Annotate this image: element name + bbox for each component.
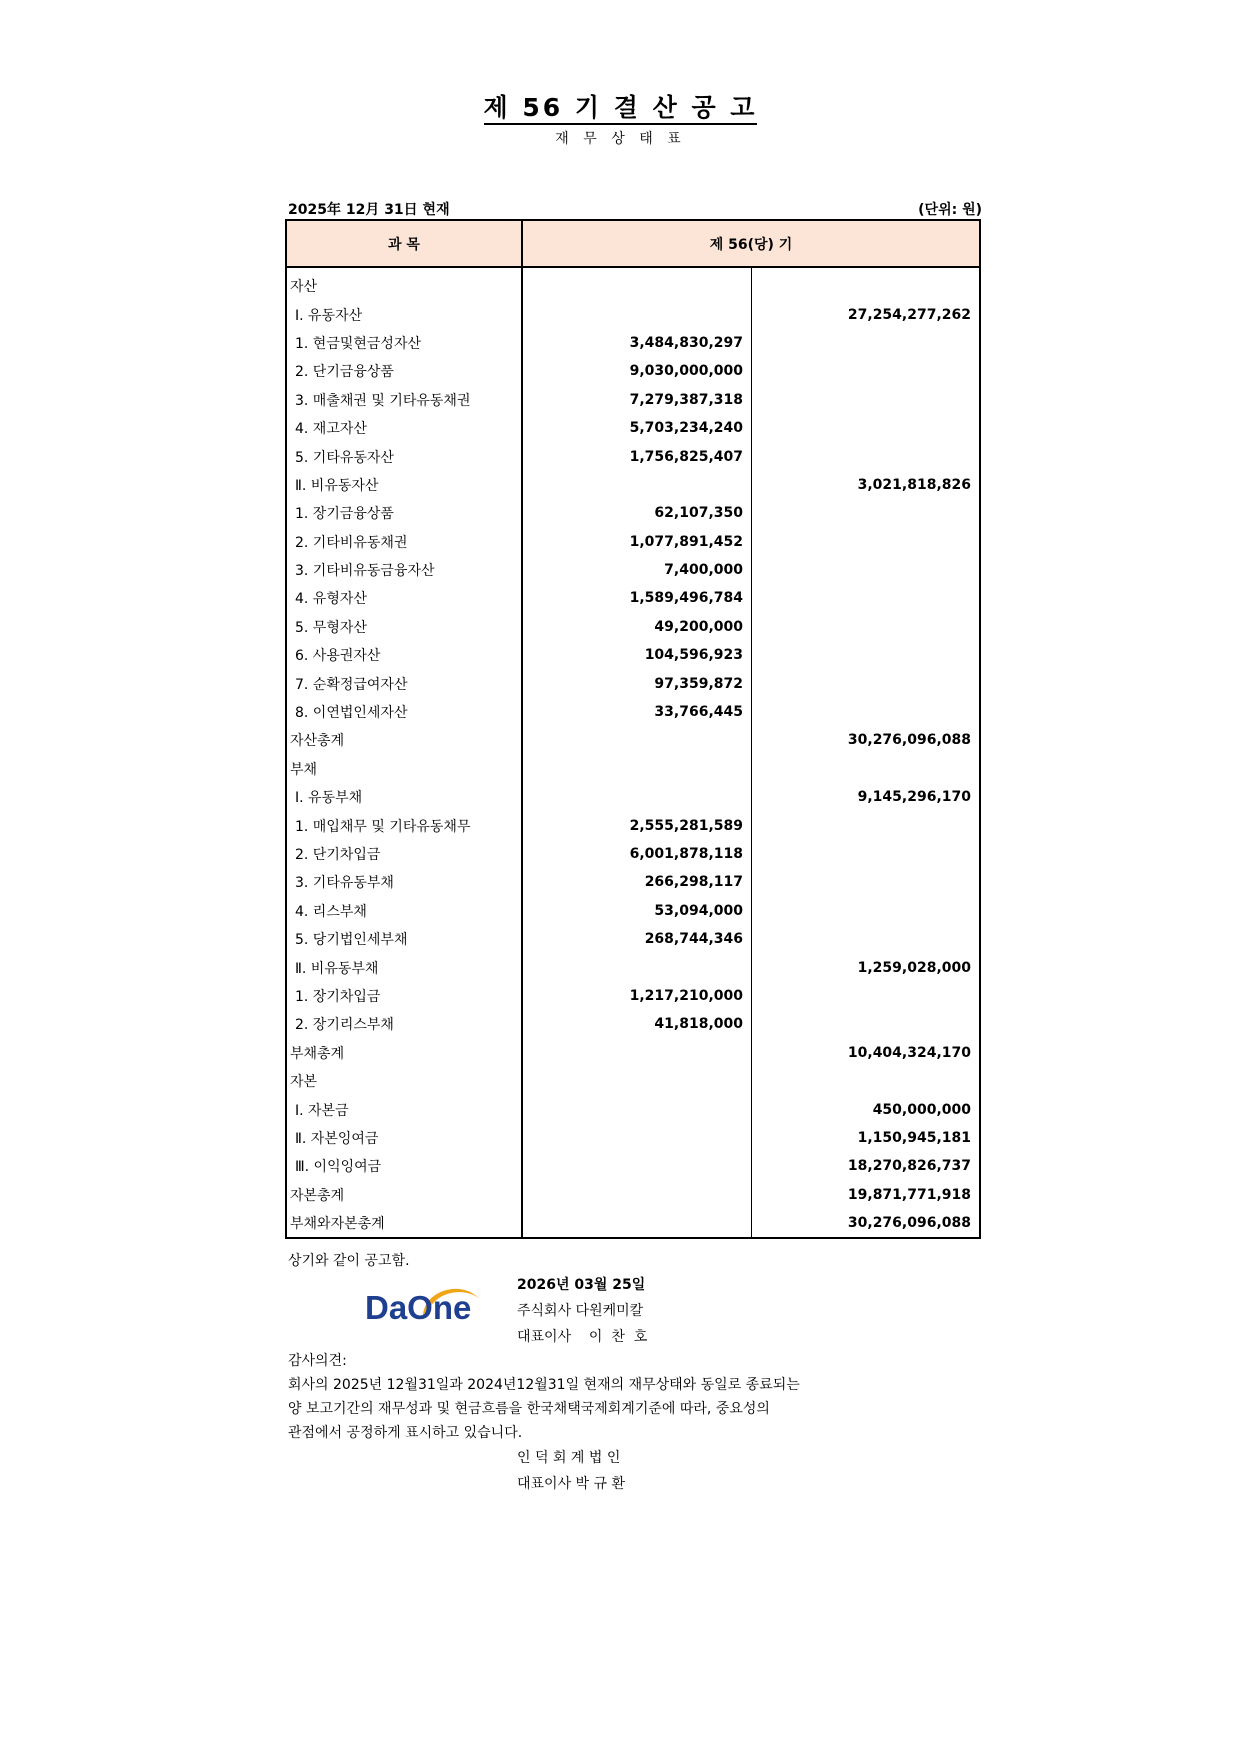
account-name: 8. 이연법인세자산 [286, 698, 522, 726]
sub-amount: 104,596,923 [522, 641, 752, 669]
total-amount [752, 641, 981, 669]
table-row [286, 386, 980, 414]
account-name: 부채 [286, 755, 522, 783]
total-amount [752, 442, 981, 470]
account-name: 4. 리스부채 [286, 897, 522, 925]
table-row [286, 329, 980, 357]
total-amount [752, 329, 981, 357]
sub-amount: 6,001,878,118 [522, 840, 752, 868]
table-row [286, 982, 980, 1010]
table-row [286, 1152, 980, 1180]
account-name: 2. 기타비유동채권 [286, 528, 522, 556]
total-amount [752, 755, 981, 783]
sub-amount: 1,077,891,452 [522, 528, 752, 556]
notice-text: 상기와 같이 공고함. [288, 1253, 410, 1269]
total-amount [752, 386, 981, 414]
sub-amount: 5,703,234,240 [522, 414, 752, 442]
total-amount [752, 613, 981, 641]
account-name: 자본총계 [286, 1181, 522, 1209]
table-header-row [286, 220, 980, 267]
sub-amount [522, 267, 752, 300]
company-logo [365, 1275, 485, 1335]
sub-amount: 7,279,387,318 [522, 386, 752, 414]
column-header-period: 제 56(당) 기 [522, 220, 980, 267]
table-row [286, 267, 980, 300]
account-name: 부채와자본총계 [286, 1209, 522, 1238]
company-ceo: 대표이사 이 찬 호 [517, 1329, 648, 1345]
sub-amount: 49,200,000 [522, 613, 752, 641]
total-amount [752, 556, 981, 584]
table-row [286, 499, 980, 527]
account-name: 2. 단기금융상품 [286, 357, 522, 385]
total-amount [752, 897, 981, 925]
total-amount: 1,259,028,000 [857, 959, 971, 976]
sub-amount: 9,030,000,000 [522, 357, 752, 385]
audit-heading: 감사의견: [288, 1353, 347, 1369]
table-row [286, 726, 980, 754]
total-amount [752, 669, 981, 697]
table-row [286, 925, 980, 953]
table-row [286, 528, 980, 556]
table-row [286, 556, 980, 584]
total-amount [752, 414, 981, 442]
sub-amount [522, 755, 752, 783]
total-amount [752, 528, 981, 556]
total-amount: 30,276,096,088 [847, 732, 971, 749]
sub-amount: 268,744,346 [522, 925, 752, 953]
audit-opinion-line: 양 보고기간의 재무성과 및 현금흐름을 한국채택국제회계기준에 따라, 중요성의 [288, 1401, 770, 1417]
account-name: 2. 단기차입금 [286, 840, 522, 868]
account-name: Ⅰ. 유동부채 [286, 783, 522, 811]
announcement-date: 2026년 03월 25일 [517, 1277, 646, 1293]
table-row [286, 584, 980, 612]
table-row [286, 1067, 980, 1095]
table-row [286, 442, 980, 470]
sub-amount [522, 1067, 752, 1095]
total-amount [752, 982, 981, 1010]
total-amount: 30,276,096,088 [847, 1215, 971, 1232]
table-row [286, 783, 980, 811]
total-amount [752, 499, 981, 527]
table-row [286, 669, 980, 697]
account-name: Ⅰ. 유동자산 [286, 300, 522, 328]
sub-amount: 1,589,496,784 [522, 584, 752, 612]
auditor-ceo: 대표이사 박 규 환 [517, 1476, 626, 1492]
total-amount: 9,145,296,170 [857, 789, 971, 806]
total-amount [752, 868, 981, 896]
account-name: Ⅱ. 자본잉여금 [286, 1124, 522, 1152]
company-name: 주식회사 다원케미칼 [517, 1303, 644, 1319]
sub-amount: 266,298,117 [522, 868, 752, 896]
account-name: Ⅱ. 비유동자산 [286, 471, 522, 499]
table-row [286, 1095, 980, 1123]
account-name: 5. 무형자산 [286, 613, 522, 641]
table-row [286, 868, 980, 896]
account-name: 6. 사용권자산 [286, 641, 522, 669]
account-name: 4. 재고자산 [286, 414, 522, 442]
sub-amount: 41,818,000 [522, 1010, 752, 1038]
account-name: 2. 장기리스부채 [286, 1010, 522, 1038]
account-name: 자산 [286, 267, 522, 300]
table-body [286, 267, 980, 1238]
total-amount [752, 357, 981, 385]
total-amount: 1,150,945,181 [857, 1129, 971, 1146]
total-amount [752, 267, 981, 300]
total-amount: 450,000,000 [872, 1101, 971, 1118]
account-name: 3. 기타비유동금융자산 [286, 556, 522, 584]
total-amount: 10,404,324,170 [847, 1044, 971, 1061]
account-name: 5. 당기법인세부채 [286, 925, 522, 953]
total-amount: 3,021,818,826 [857, 476, 971, 493]
total-amount: 27,254,277,262 [847, 306, 971, 323]
total-amount [752, 1010, 981, 1038]
sub-amount [522, 1152, 752, 1180]
table-row [286, 840, 980, 868]
table-row [286, 1181, 980, 1209]
document-subtitle: 재 무 상 태 표 [555, 131, 686, 147]
sub-amount [522, 1039, 752, 1067]
sub-amount [522, 953, 752, 981]
account-name: 5. 기타유동자산 [286, 442, 522, 470]
account-name: Ⅲ. 이익잉여금 [286, 1152, 522, 1180]
table-row [286, 613, 980, 641]
total-amount [752, 584, 981, 612]
sub-amount: 33,766,445 [522, 698, 752, 726]
sub-amount: 7,400,000 [522, 556, 752, 584]
table-row [286, 1124, 980, 1152]
sub-amount [522, 783, 752, 811]
table-row [286, 471, 980, 499]
audit-opinion-line: 회사의 2025년 12월31일과 2024년12월31일 현재의 재무상태와 동일로 종료되는 [288, 1377, 800, 1393]
sub-amount [522, 1124, 752, 1152]
total-amount: 18,270,826,737 [847, 1158, 971, 1175]
sub-amount: 1,756,825,407 [522, 442, 752, 470]
total-amount [752, 925, 981, 953]
account-name: 자산총계 [286, 726, 522, 754]
account-name: 3. 매출채권 및 기타유동채권 [286, 386, 522, 414]
table-row [286, 1209, 980, 1238]
account-name: 1. 매입채무 및 기타유동채무 [286, 811, 522, 839]
table-row [286, 1010, 980, 1038]
table-row [286, 953, 980, 981]
total-amount [752, 698, 981, 726]
sub-amount: 1,217,210,000 [522, 982, 752, 1010]
total-amount [752, 840, 981, 868]
document-title: 제 56 기 결 산 공 고 [0, 88, 1241, 124]
sub-amount: 3,484,830,297 [522, 329, 752, 357]
total-amount: 19,871,771,918 [847, 1186, 971, 1203]
total-amount [752, 811, 981, 839]
sub-amount [522, 1209, 752, 1238]
account-name: 4. 유형자산 [286, 584, 522, 612]
account-name: 1. 장기차입금 [286, 982, 522, 1010]
account-name: 7. 순확정급여자산 [286, 669, 522, 697]
account-name: 부채총계 [286, 1039, 522, 1067]
account-name: Ⅱ. 비유동부채 [286, 953, 522, 981]
table-row [286, 641, 980, 669]
account-name: 1. 현금및현금성자산 [286, 329, 522, 357]
sub-amount [522, 1095, 752, 1123]
sub-amount [522, 726, 752, 754]
table-row [286, 300, 980, 328]
sub-amount [522, 471, 752, 499]
sub-amount: 2,555,281,589 [522, 811, 752, 839]
auditor-name: 인 덕 회 계 법 인 [517, 1450, 621, 1466]
table-row [286, 811, 980, 839]
table-row [286, 897, 980, 925]
report-date: 2025年 12月 31日 현재 [288, 202, 450, 218]
account-name: 1. 장기금융상품 [286, 499, 522, 527]
sub-amount: 97,359,872 [522, 669, 752, 697]
balance-sheet-table [285, 219, 981, 1239]
unit-label: (단위: 원) [918, 202, 982, 218]
account-name: Ⅰ. 자본금 [286, 1095, 522, 1123]
table-row [286, 755, 980, 783]
sub-amount: 62,107,350 [522, 499, 752, 527]
sub-amount [522, 300, 752, 328]
audit-opinion-line: 관점에서 공정하게 표시하고 있습니다. [288, 1425, 523, 1441]
total-amount [752, 1067, 981, 1095]
logo-wordmark: DaOne [365, 1289, 472, 1326]
sub-amount [522, 1181, 752, 1209]
account-name: 3. 기타유동부채 [286, 868, 522, 896]
table-row [286, 1039, 980, 1067]
account-name: 자본 [286, 1067, 522, 1095]
table-row [286, 357, 980, 385]
table-row [286, 698, 980, 726]
table-row [286, 414, 980, 442]
column-header-account: 과 목 [286, 220, 522, 267]
sub-amount: 53,094,000 [522, 897, 752, 925]
